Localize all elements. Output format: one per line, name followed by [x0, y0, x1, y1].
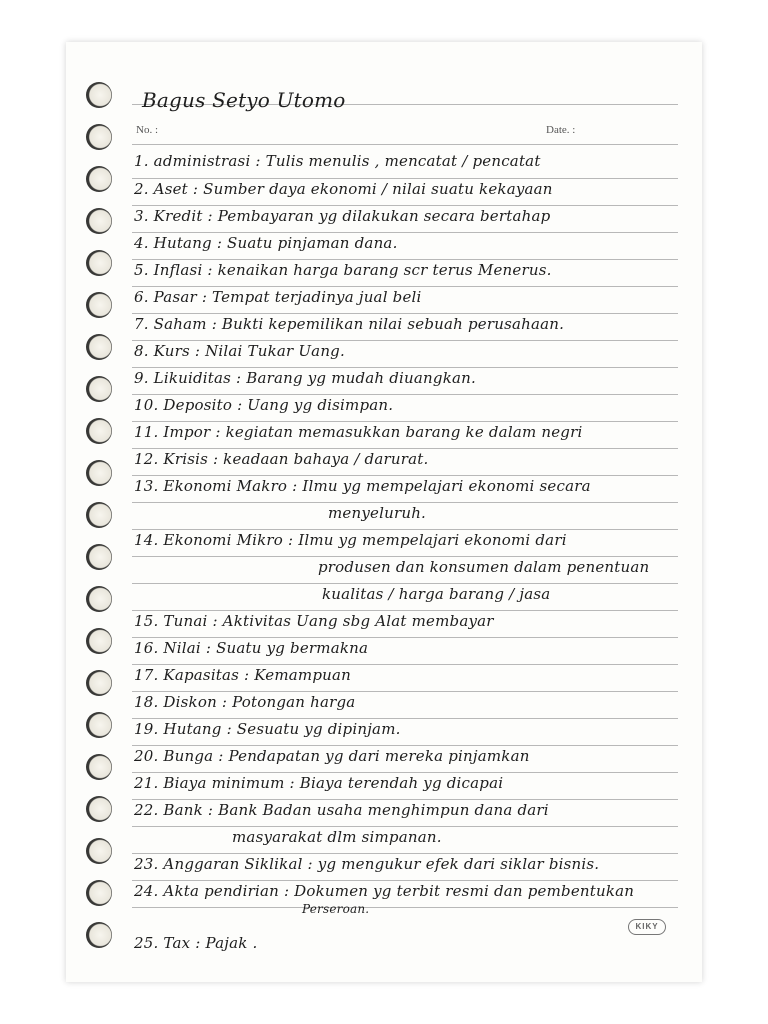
ruled-line [132, 637, 678, 638]
entry-21: 21. Biaya minimum : Biaya terendah yg dicapai [134, 774, 504, 792]
binder-hole [86, 586, 112, 612]
ruled-line [132, 907, 678, 908]
entry-10: 10. Deposito : Uang yg disimpan. [134, 396, 394, 414]
ruled-line [132, 313, 678, 314]
ruled-line [132, 880, 678, 881]
entry-13: 13. Ekonomi Makro : Ilmu yg mempelajari ekonomi secara [134, 477, 591, 495]
binder-hole [86, 334, 112, 360]
entry-13-continuation: menyeluruh. [328, 504, 427, 522]
binder-holes [66, 42, 126, 982]
ruled-line [132, 340, 678, 341]
entry-7: 7. Saham : Bukti kepemilikan nilai sebuah perusahaan. [134, 315, 565, 333]
date-label: Date. : [546, 124, 576, 136]
ruled-line [132, 583, 678, 584]
ruled-line [132, 144, 678, 145]
entry-8: 8. Kurs : Nilai Tukar Uang. [134, 342, 345, 360]
binder-hole [86, 124, 112, 150]
ruled-line [132, 367, 678, 368]
entry-4: 4. Hutang : Suatu pinjaman dana. [134, 234, 398, 252]
ruled-line [132, 232, 678, 233]
ruled-line [132, 286, 678, 287]
entry-20: 20. Bunga : Pendapatan yg dari mereka pinjamkan [134, 747, 530, 765]
entry-6: 6. Pasar : Tempat terjadinya jual beli [134, 288, 422, 306]
ruled-line [132, 205, 678, 206]
entry-3: 3. Kredit : Pembayaran yg dilakukan secara bertahap [134, 207, 551, 225]
ruled-line [132, 448, 678, 449]
ruled-line [132, 853, 678, 854]
ruled-line [132, 745, 678, 746]
binder-hole [86, 922, 112, 948]
entry-15: 15. Tunai : Aktivitas Uang sbg Alat membayar [134, 612, 494, 630]
entry-9: 9. Likuiditas : Barang yg mudah diuangkan. [134, 369, 476, 387]
entry-22: 22. Bank : Bank Badan usaha menghimpun dana dari [134, 801, 549, 819]
entry-18: 18. Diskon : Potongan harga [134, 693, 356, 711]
binder-hole [86, 418, 112, 444]
binder-hole [86, 880, 112, 906]
binder-hole [86, 292, 112, 318]
no-label: No. : [136, 124, 158, 136]
entry-25: 25. Tax : Pajak . [134, 934, 258, 952]
ruled-line [132, 394, 678, 395]
binder-hole [86, 376, 112, 402]
binder-hole [86, 754, 112, 780]
entry-5: 5. Inflasi : kenaikan harga barang scr terus Menerus. [134, 261, 552, 279]
entry-12: 12. Krisis : keadaan bahaya / darurat. [134, 450, 429, 468]
ruled-line [132, 691, 678, 692]
notebook-page [66, 42, 702, 982]
binder-hole [86, 628, 112, 654]
binder-hole [86, 796, 112, 822]
ruled-line [132, 664, 678, 665]
binder-hole [86, 502, 112, 528]
binder-hole [86, 250, 112, 276]
ruled-line [132, 799, 678, 800]
author-name: Bagus Setyo Utomo [142, 88, 346, 112]
ruled-line [132, 502, 678, 503]
entry-23: 23. Anggaran Siklikal : yg mengukur efek dari siklar bisnis. [134, 855, 600, 873]
entry-14-continuation: produsen dan konsumen dalam penentuan [318, 558, 650, 576]
entry-16: 16. Nilai : Suatu yg bermakna [134, 639, 369, 657]
ruled-line [132, 178, 678, 179]
binder-hole [86, 82, 112, 108]
binder-hole [86, 670, 112, 696]
brand-logo: KIKY [628, 919, 666, 935]
entry-1: 1. administrasi : Tulis menulis , mencatat / pencatat [134, 152, 541, 170]
entry-22-continuation: masyarakat dlm simpanan. [232, 828, 442, 846]
entry-14-continuation: kualitas / harga barang / jasa [322, 585, 551, 603]
binder-hole [86, 838, 112, 864]
entry-14: 14. Ekonomi Mikro : Ilmu yg mempelajari ekonomi dari [134, 531, 567, 549]
entry-24: 24. Akta pendirian : Dokumen yg terbit resmi dan pembentukan [134, 882, 635, 900]
ruled-line [132, 529, 678, 530]
entry-19: 19. Hutang : Sesuatu yg dipinjam. [134, 720, 401, 738]
binder-hole [86, 166, 112, 192]
entry-2: 2. Aset : Sumber daya ekonomi / nilai suatu kekayaan [134, 180, 553, 198]
ruled-line [132, 421, 678, 422]
ruled-line [132, 259, 678, 260]
entry-11: 11. Impor : kegiatan memasukkan barang ke dalam negri [134, 423, 583, 441]
binder-hole [86, 544, 112, 570]
binder-hole [86, 712, 112, 738]
ruled-line [132, 556, 678, 557]
ruled-line [132, 610, 678, 611]
binder-hole [86, 208, 112, 234]
ruled-line [132, 826, 678, 827]
entry-17: 17. Kapasitas : Kemampuan [134, 666, 352, 684]
entry-24-continuation: Perseroan. [302, 902, 370, 916]
ruled-line [132, 772, 678, 773]
ruled-line [132, 475, 678, 476]
ruled-line [132, 718, 678, 719]
binder-hole [86, 460, 112, 486]
